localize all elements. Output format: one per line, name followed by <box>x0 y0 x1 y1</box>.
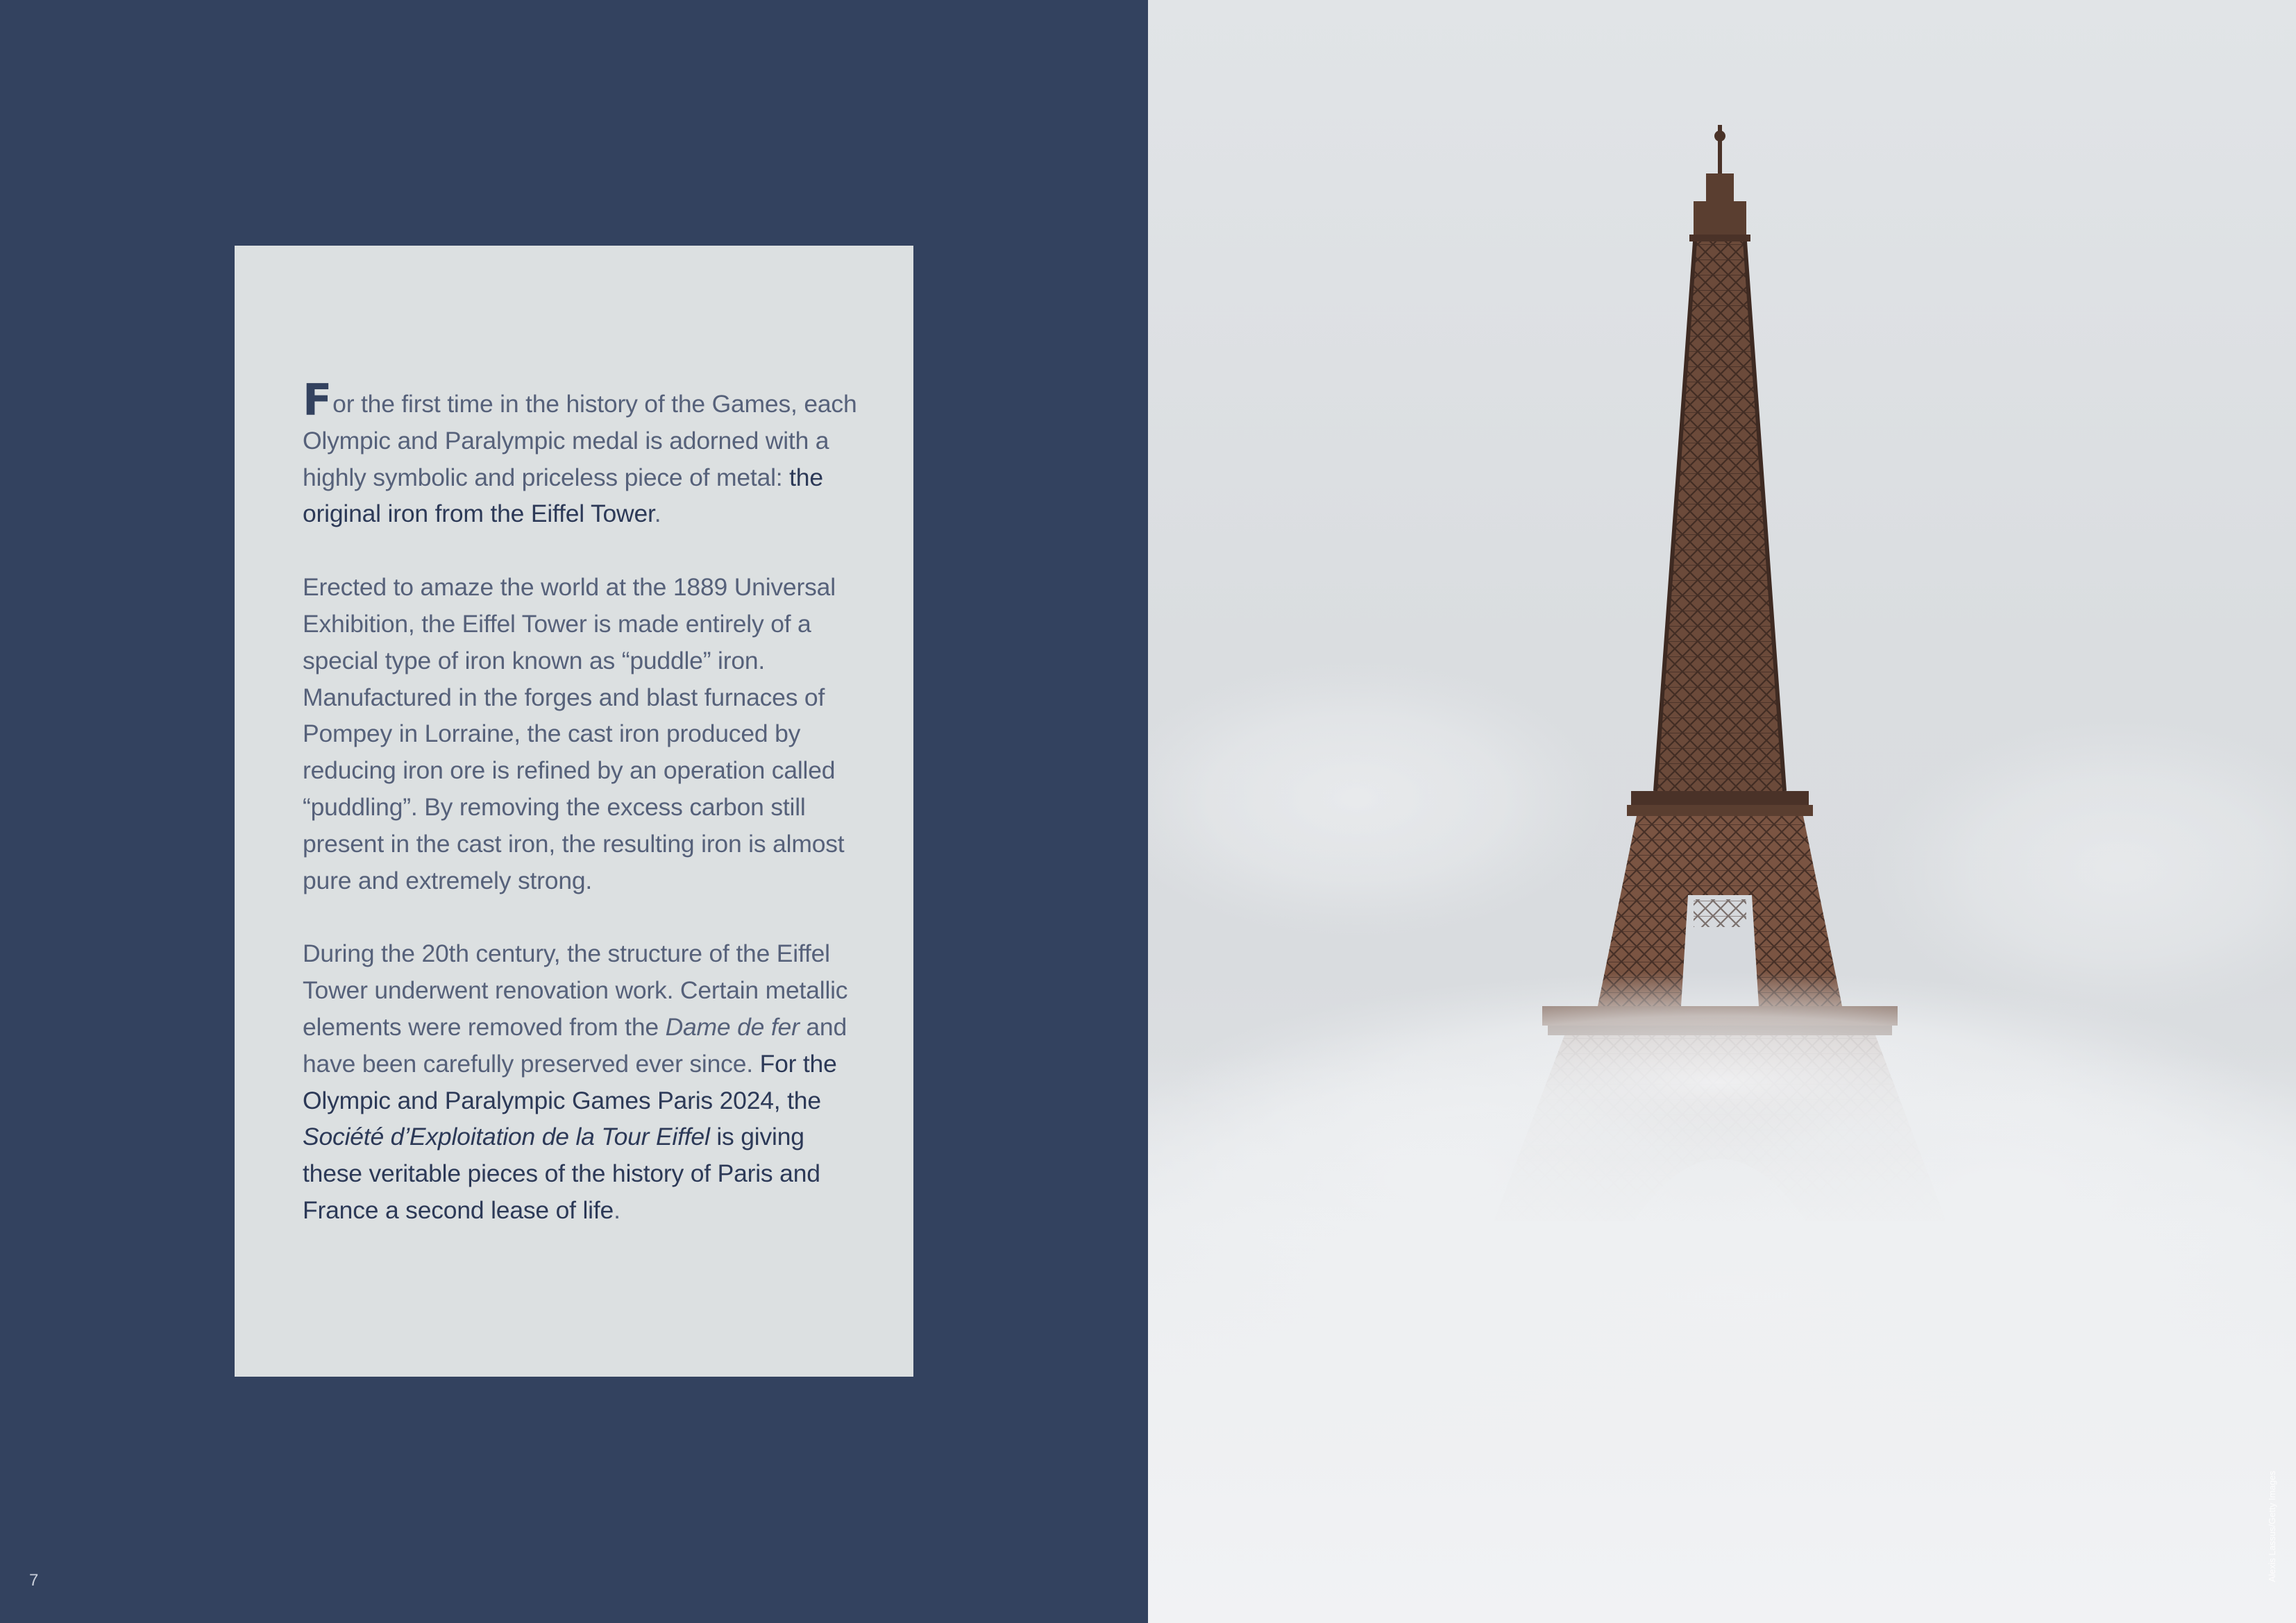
renovation-end: . <box>614 1196 621 1224</box>
text-card <box>235 246 913 1377</box>
renovation-text-2: and have been carefully preserved ever since. <box>303 1012 847 1078</box>
paragraph-renovation <box>303 935 865 1228</box>
page-number: 7 <box>29 1571 39 1590</box>
renovation-strong-italic: Société d’Exploitation de la Tour Eiffel <box>303 1123 710 1151</box>
renovation-italic: Dame de fer <box>665 1012 800 1041</box>
eiffel-tower-illustration <box>1148 0 2296 1623</box>
photo-credit: Alexis Lassus/Getty Images <box>2267 1470 2277 1582</box>
renovation-text-1: During the 20th century, the structure of the Eiffel Tower underwent renovation work. Certain metallic elements were removed from the <box>303 940 848 1041</box>
intro-text: or the first time in the history of the Games, each Olympic and Paralympic medal is adorned with a highly symbolic and priceless piece of metal: <box>303 390 857 491</box>
eiffel-tower-photo <box>1148 0 2296 1623</box>
intro-emphasis: the original iron from the Eiffel Tower <box>303 463 823 528</box>
renovation-strong-1: For the Olympic and Paralympic Games Paris 2024, the <box>303 1049 837 1114</box>
paragraph-history <box>303 569 865 899</box>
paragraph-intro <box>303 375 865 532</box>
intro-end: . <box>654 500 661 528</box>
drop-cap: F <box>303 375 332 425</box>
history-text: Erected to amaze the world at the 1889 Universal Exhibition, the Eiffel Tower is made entirely of a special type of iron known as “puddle” iron. Manufactured in the forges and blast furnaces of Pompey in Lorraine, the cast iron produced by reducing iron ore is refined by an operation called “puddling”. By removing the excess carbon still present in the cast iron, the resulting iron is almost pure and extremely strong. <box>303 573 845 894</box>
renovation-strong-2: is giving these veritable pieces of the history of Paris and France a second lease of life <box>303 1123 820 1224</box>
